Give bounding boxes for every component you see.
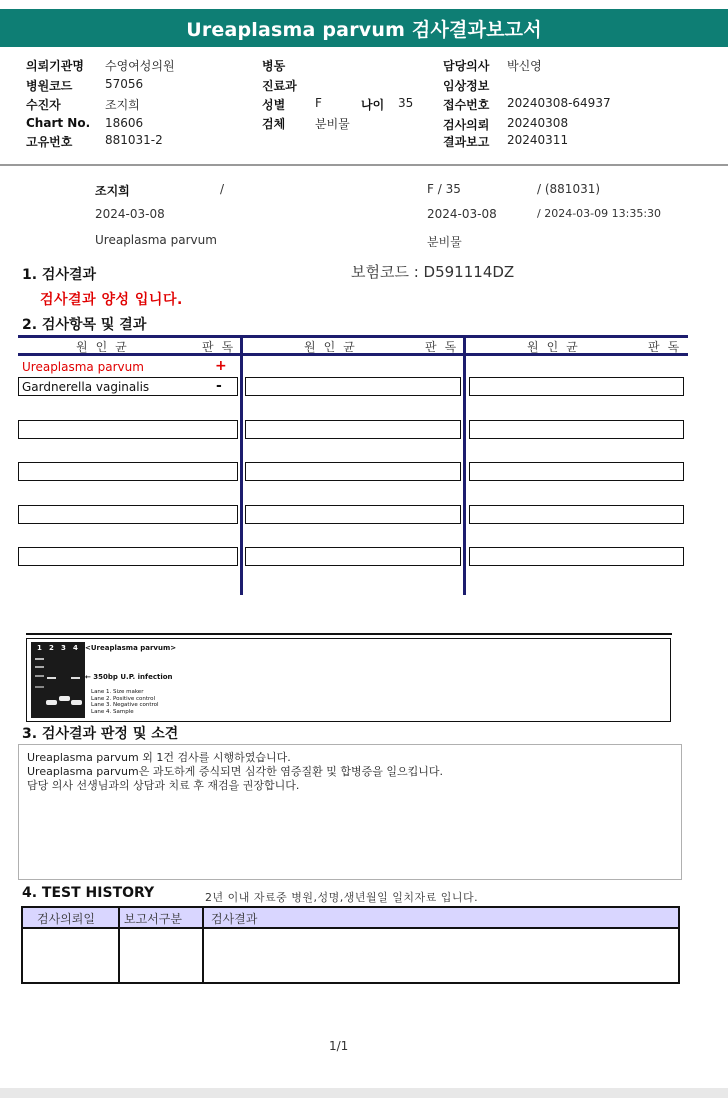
- col-judgement-header: 판독: [202, 340, 242, 354]
- report-datetime: / 2024-03-09 13:35:30: [537, 207, 662, 220]
- request-date-label: 검사의뢰: [443, 118, 490, 132]
- institution-label: 의뢰기관명: [26, 59, 84, 73]
- sex-value: F: [315, 96, 322, 110]
- gel-band: [35, 675, 44, 677]
- result-cell: [245, 420, 461, 439]
- clinical-info-label: 임상정보: [443, 79, 490, 93]
- doctor-label: 담당의사: [443, 59, 490, 73]
- patient-sex-age: F / 35: [427, 182, 461, 196]
- chart-no-value: 18606: [105, 116, 144, 130]
- result-cell: [245, 505, 461, 524]
- gel-title: <Ureaplasma parvum>: [85, 644, 177, 652]
- col-pathogen-header: 원인균: [527, 340, 586, 354]
- section2-title: 2. 검사항목 및 결과: [22, 317, 147, 333]
- result-summary: 검사결과 양성 입니다.: [40, 292, 183, 308]
- result-date-label: 결과보고: [443, 135, 490, 149]
- result-cell: [245, 462, 461, 481]
- history-col-report-type: 보고서구분: [124, 912, 182, 926]
- col-pathogen-header: 원인균: [304, 340, 363, 354]
- patient-id: / (881031): [537, 182, 601, 196]
- opinion-line: Ureaplasma parvum은 과도하게 증식되면 심각한 염증질환 및 합병증을 일으킵니다.: [27, 765, 443, 778]
- report-title: Ureaplasma parvum 검사결과보고서: [0, 9, 728, 47]
- grid-divider-2: [463, 335, 466, 595]
- gel-legend-item: Lane 3. Negative control: [91, 702, 159, 708]
- pathogen-name-positive: Ureaplasma parvum: [22, 360, 144, 374]
- header-separator: [0, 164, 728, 166]
- history-col-request-date: 검사의뢰일: [37, 912, 95, 926]
- col-judgement-header: 판독: [425, 340, 465, 354]
- history-table: [21, 906, 680, 984]
- request-date-value: 20240308: [507, 116, 569, 130]
- result-cell: [469, 462, 684, 481]
- pathogen-result-positive: +: [215, 358, 227, 374]
- dept-label: 진료과: [262, 79, 297, 93]
- patient-value: 조지희: [105, 98, 140, 112]
- result-cell: [469, 377, 684, 396]
- gel-band: [35, 666, 44, 668]
- col-judgement-header: 판독: [648, 340, 688, 354]
- result-cell: [469, 505, 684, 524]
- result-cell: [469, 547, 684, 566]
- receipt-no-label: 접수번호: [443, 98, 490, 112]
- test-name: Ureaplasma parvum: [95, 233, 217, 247]
- history-col-divider: [202, 908, 204, 982]
- specimen-value: 분비물: [315, 117, 350, 131]
- collection-date: 2024-03-08: [95, 207, 165, 221]
- gel-band: [46, 700, 57, 705]
- gel-band: [71, 677, 80, 679]
- age-label: 나이: [361, 98, 385, 112]
- specimen-label: 검체: [262, 117, 286, 131]
- gel-top-rule: [26, 633, 672, 635]
- gel-band: [59, 696, 70, 701]
- institution-value: 수영여성의원: [105, 59, 175, 73]
- gel-image-panel: [26, 638, 671, 722]
- section4-title: 4. TEST HISTORY: [22, 885, 155, 901]
- opinion-line: Ureaplasma parvum 외 1건 검사를 시행하였습니다.: [27, 751, 291, 764]
- insurance-code: 보험코드 : D591114DZ: [351, 263, 515, 281]
- hospital-code-value: 57056: [105, 77, 144, 91]
- result-cell: [18, 547, 238, 566]
- history-table-header: [23, 908, 678, 929]
- lane-number: 2: [49, 644, 54, 652]
- age-value: 35: [398, 96, 414, 110]
- gel-arrow-label: ← 350bp U.P. infection: [85, 673, 173, 681]
- doctor-value: 박신영: [507, 59, 542, 73]
- gel-legend: [91, 689, 159, 715]
- receipt-no-value: 20240308-64937: [507, 96, 611, 110]
- gel-band: [47, 677, 56, 679]
- gel-legend-item: Lane 1. Size maker: [91, 689, 144, 695]
- specimen-type: 분비물: [427, 235, 462, 249]
- result-cell: [245, 547, 461, 566]
- result-cell: [18, 505, 238, 524]
- ward-label: 병동: [262, 59, 286, 73]
- chart-no-label: Chart No.: [26, 116, 91, 130]
- patient-label: 수진자: [26, 98, 61, 112]
- result-cell: [18, 420, 238, 439]
- history-col-divider: [118, 908, 120, 982]
- result-cell: [18, 462, 238, 481]
- gel-electrophoresis-image: [31, 642, 85, 718]
- receipt-date: 2024-03-08: [427, 207, 497, 221]
- unique-no-value: 881031-2: [105, 133, 163, 147]
- result-date-value: 20240311: [507, 133, 569, 147]
- grid-divider-1: [240, 335, 243, 595]
- gel-band: [35, 686, 44, 688]
- gel-band: [35, 658, 44, 660]
- history-note: 2년 이내 자료중 병원,성명,생년월일 일치자료 입니다.: [205, 891, 479, 904]
- section3-title: 3. 검사결과 판정 및 소견: [22, 726, 179, 742]
- result-cell: [469, 420, 684, 439]
- pathogen-name: Gardnerella vaginalis: [22, 380, 150, 394]
- hospital-code-label: 병원코드: [26, 79, 73, 93]
- lane-number: 4: [73, 644, 78, 652]
- col-pathogen-header: 원인균: [76, 340, 135, 354]
- lane-number: 3: [61, 644, 66, 652]
- opinion-line: 담당 의사 선생님과의 상담과 치료 후 재검을 권장합니다.: [27, 779, 300, 792]
- unique-no-label: 고유번호: [26, 135, 73, 149]
- gel-band: [71, 700, 82, 705]
- gel-legend-item: Lane 4. Sample: [91, 708, 134, 715]
- patient-slash: /: [220, 182, 225, 196]
- sex-label: 성별: [262, 98, 286, 112]
- opinion-box: [18, 744, 682, 880]
- patient-name: 조지희: [95, 184, 130, 198]
- history-col-result: 검사결과: [211, 912, 258, 926]
- page-number: 1/1: [329, 1039, 349, 1053]
- lane-number: 1: [37, 644, 42, 652]
- section1-title: 1. 검사결과: [22, 267, 97, 283]
- gel-legend-item: Lane 2. Positive control: [91, 695, 156, 702]
- result-cell: [245, 377, 461, 396]
- pathogen-result: -: [216, 378, 222, 394]
- page-bottom-margin: [0, 1088, 728, 1098]
